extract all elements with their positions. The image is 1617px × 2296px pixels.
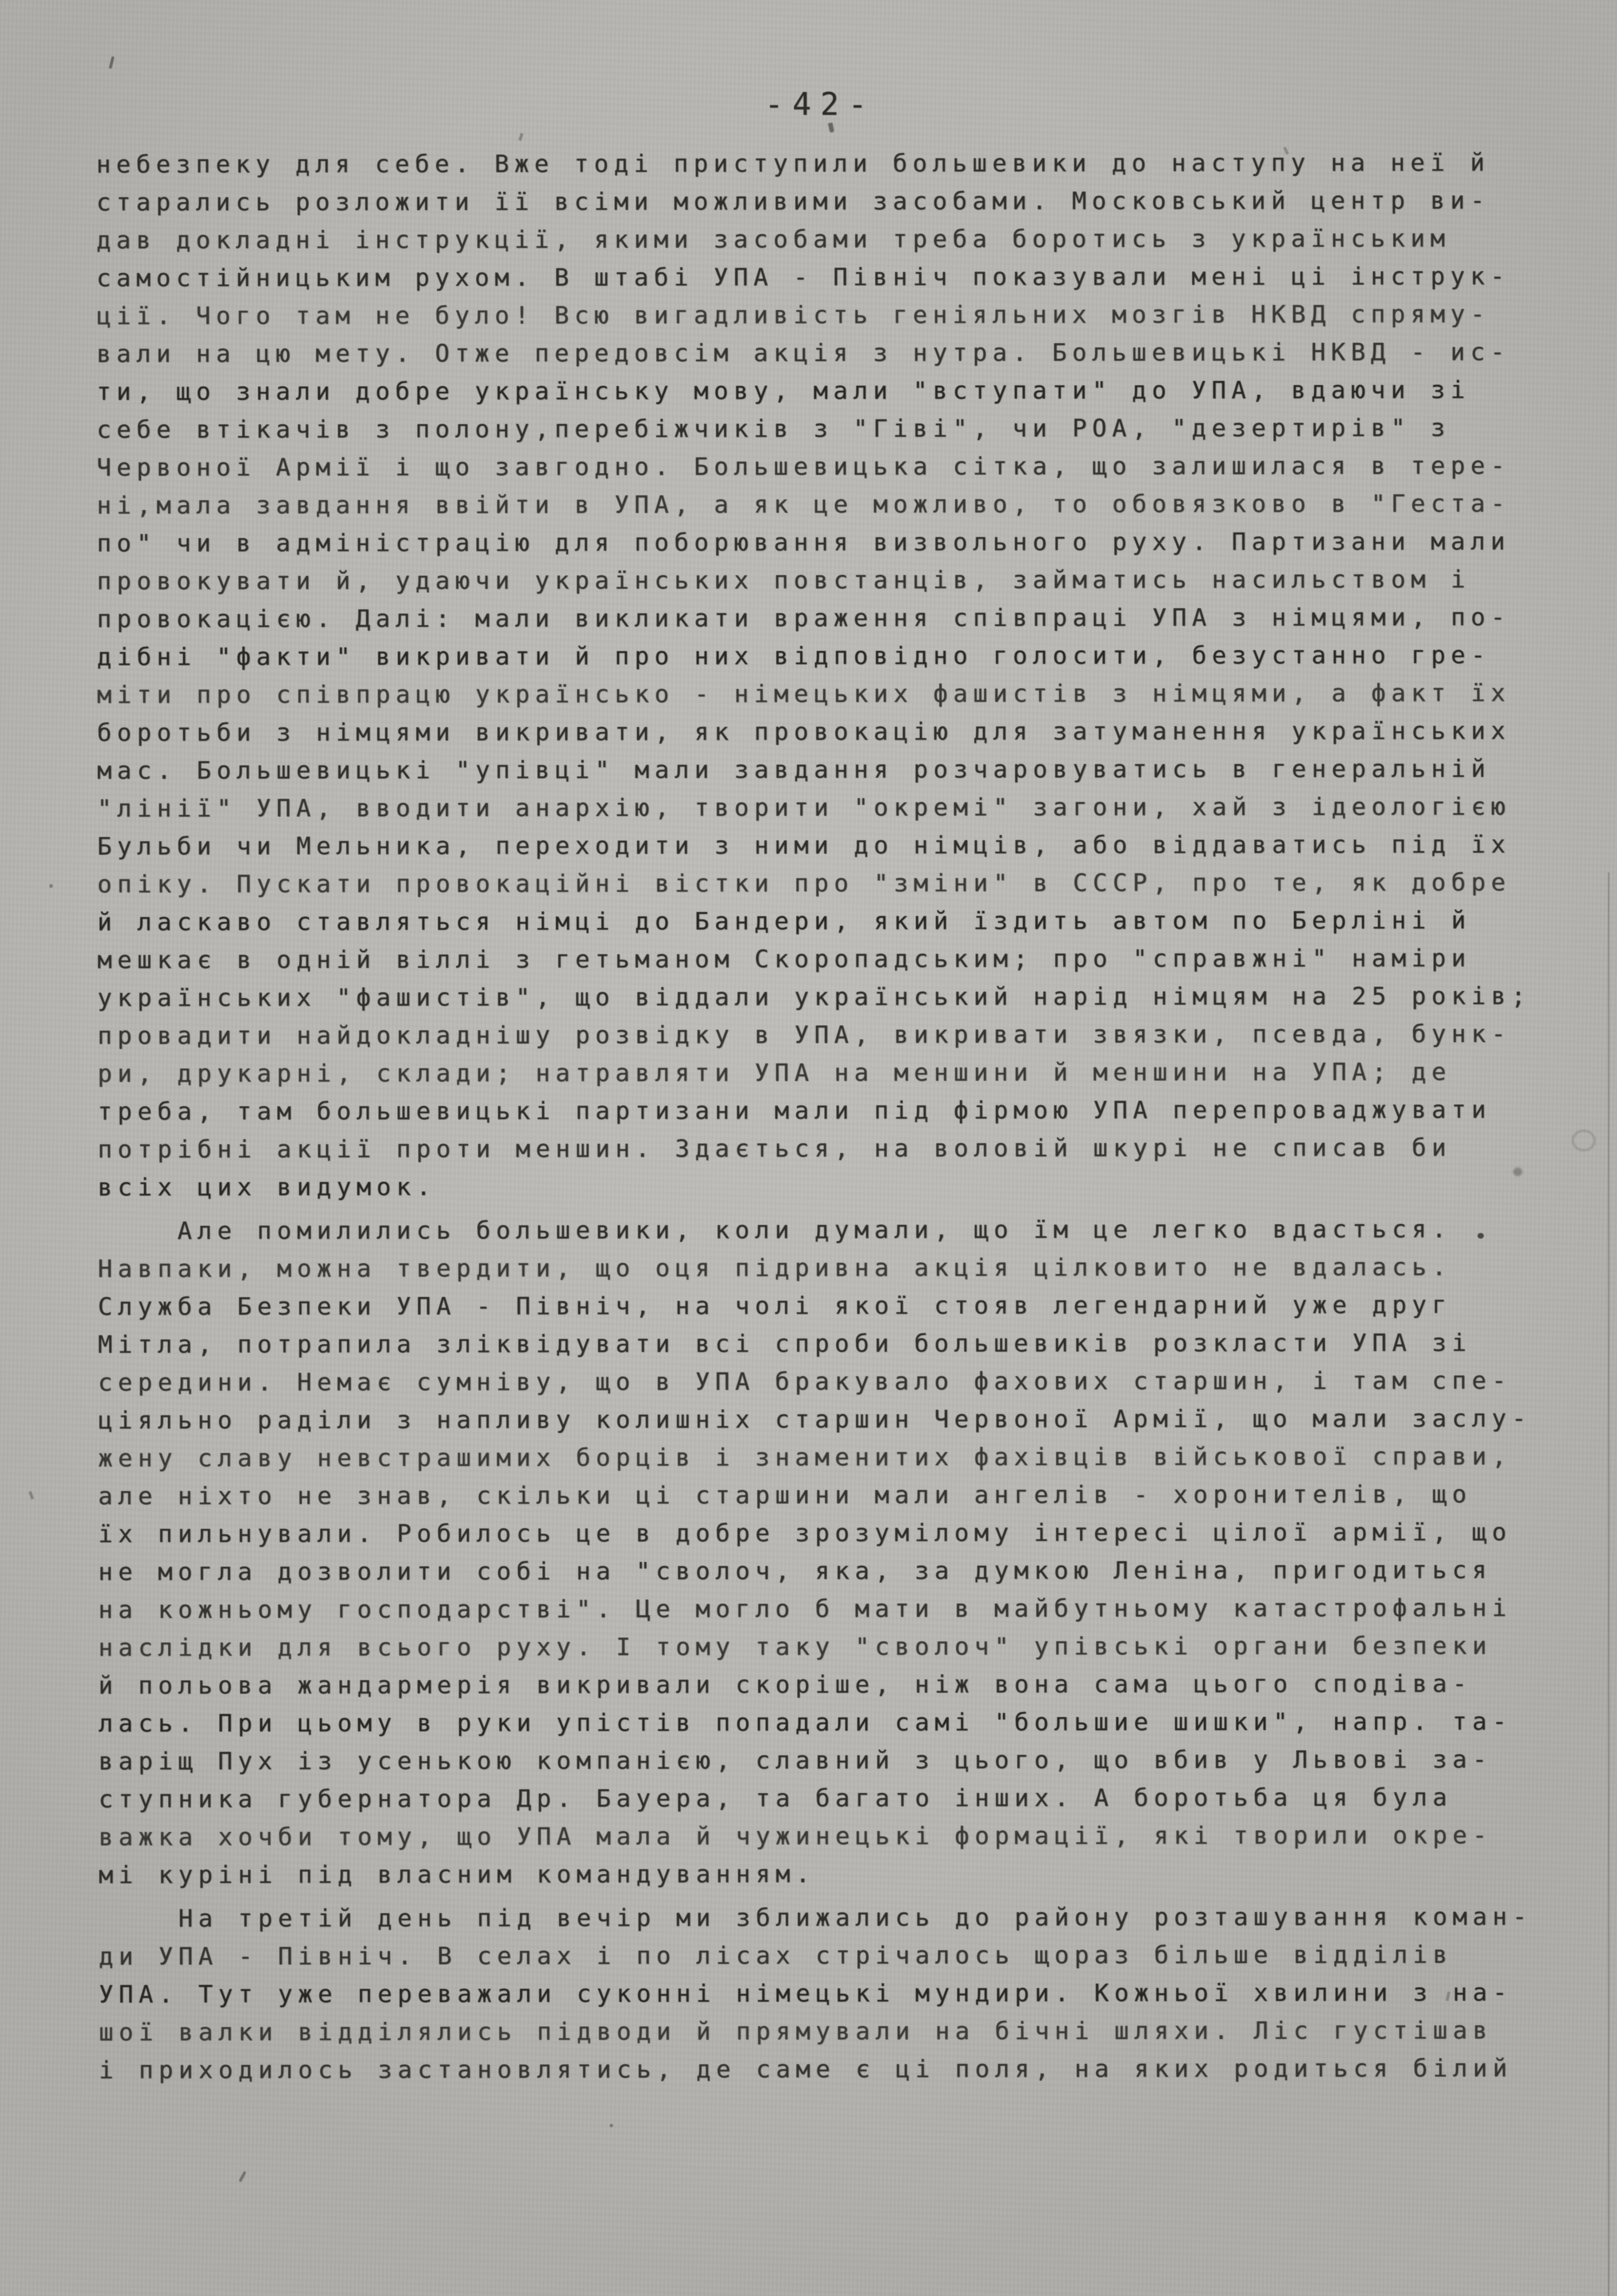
text-line: ри, друкарні, склади; натравляти УПА на меншини й меншини на УПА; де xyxy=(97,1057,1452,1088)
ink-speck xyxy=(108,56,114,69)
text-line: провокувати й, удаючи українських повстанців, займатись насильством і xyxy=(96,565,1471,595)
text-line: Мітла, потрапила зліквідувати всі спроби большевиків розкласти УПА зі xyxy=(98,1328,1472,1359)
text-line: і приходилось застановлятись, де саме є ці поля, на яких родиться білий xyxy=(99,2054,1513,2084)
text-line: старались розложити її всіми можливими засобами. Московський центр ви- xyxy=(96,186,1490,216)
text-line: Служба Безпеки УПА - Північ, на чолі якої стояв легендарний уже друг xyxy=(98,1290,1452,1321)
text-line: самостійницьким рухом. В штабі УПА - Північ показували мені ці інструк- xyxy=(96,262,1510,292)
text-line: мас. Большевицькі "упівці" мали завдання розчаровуватись в генеральній xyxy=(97,754,1491,785)
text-line: вали на цю мету. Отже передовсім акція з нутра. Большевицькі НКВД - ис- xyxy=(96,338,1510,368)
text-line: боротьби з німцями викривати, як провокацію для затуманення українських xyxy=(97,716,1511,747)
text-line: дав докладні інструкції, якими засобами треба боротись з українським xyxy=(96,224,1451,254)
text-line: мешкає в одній віллі з гетьманом Скоропадським; про "справжні" наміри xyxy=(97,944,1471,974)
ink-speck xyxy=(518,133,524,141)
text-line: варіщ Пух із усенькою компанією, славний з цього, що вбив у Львові за- xyxy=(98,1745,1492,1775)
text-line: на кожньому господарстві". Це могло б мати в майбутньому катастрофальні xyxy=(98,1593,1512,1624)
text-line: всіх цих видумок. xyxy=(98,1172,436,1201)
page-number: -42- xyxy=(765,86,877,122)
text-line: середини. Немає сумніву, що в УПА бракувало фахових старшин, і там спе- xyxy=(98,1366,1512,1397)
text-line: дібні "факти" викривати й про них відповідно голосити, безустанно гре- xyxy=(96,641,1491,671)
page-edge-line xyxy=(1608,872,1610,2296)
text-line: Бульби чи Мельника, переходити з ними до німців, або віддаватись під їх xyxy=(97,830,1511,860)
text-line: УПА. Тут уже переважали суконні німецькі мундири. Кожньої хвилини з на- xyxy=(99,1978,1513,2008)
text-line: Але помилились большевики, коли думали, що їм це легко вдасться. xyxy=(98,1215,1452,1245)
text-line: себе втікачів з полону,перебіжчиків з "Гіві", чи РОА, "дезертирів" з xyxy=(96,413,1451,444)
text-line: шої валки відділялись підводи й прямували на бічні шляхи. Ліс густішав xyxy=(99,2016,1493,2046)
text-line: опіку. Пускати провокаційні вістки про "зміни" в СССР, про те, як добре xyxy=(97,868,1511,898)
text-line: провадити найдокладнішу розвідку в УПА, викривати звязки, псевда, бунк- xyxy=(97,1019,1511,1050)
ink-speck xyxy=(828,122,834,133)
text-line: ції. Чого там не було! Всю вигадливість геніяльних мозгів НКВД спряму- xyxy=(96,300,1491,330)
text-line: ди УПА - Північ. В селах і по лісах стрічалось щораз більше відділів xyxy=(99,1940,1453,1971)
text-line: наслідки для всього руху. І тому таку "сволоч" упівські органи безпеки xyxy=(98,1631,1492,1662)
text-line: мі куріні під власним командуванням. xyxy=(98,1860,816,1889)
ink-speck xyxy=(49,884,53,888)
text-line: й польова жандармерія викривали скоріше, ніж вона сама цього сподіва- xyxy=(98,1669,1472,1700)
text-line: ступника губернатора Др. Бауера, та багато інших. А боротьба ця була xyxy=(98,1783,1453,1813)
text-line: міти про співпрацю українсько - німецьких фашистів з німцями, а факт їх xyxy=(96,678,1511,709)
ink-speck xyxy=(239,2171,247,2182)
text-line: "лінії" УПА, вводити анархію, творити "окремі" загони, хай з ідеологією xyxy=(97,792,1511,823)
text-line: На третій день під вечір ми зближались до району розташування коман- xyxy=(98,1902,1533,1933)
text-line: ні,мала завдання ввійти в УПА, а як це можливо, то обовязково в "Геста- xyxy=(96,489,1511,519)
text-line: жену славу невстрашимих борців і знаменитих фахівців військової справи, xyxy=(98,1442,1512,1472)
text-line: ціяльно раділи з напливу колишніх старшин Червоної Армії, що мали заслу- xyxy=(98,1404,1532,1434)
ink-speck xyxy=(29,1491,34,1500)
document-body-text xyxy=(96,144,1580,2089)
text-line: українських "фашистів", що віддали український нарід німцям на 25 років; xyxy=(97,982,1531,1012)
text-line: їх пильнували. Робилось це в добре зрозумілому інтересі цілої армії, що xyxy=(98,1518,1512,1548)
text-line: лась. При цьому в руки упістів попадали самі "большие шишки", напр. та- xyxy=(98,1707,1513,1737)
text-line: важка хочби тому, що УПА мала й чужинецькі формації, які творили окре- xyxy=(98,1821,1492,1851)
text-line: провокацією. Далі: мали викликати враження співпраці УПА з німцями, по- xyxy=(96,603,1511,633)
text-line: небезпеку для себе. Вже тоді приступили большевики до наступу на неї й xyxy=(96,148,1490,179)
ink-speck xyxy=(610,2124,613,2127)
text-line: й ласкаво ставляться німці до Бандери, який їздить автом по Берліні й xyxy=(97,906,1471,936)
text-line: Навпаки, можна твердити, що оця підривна акція цілковито не вдалась. xyxy=(98,1252,1452,1283)
text-line: не могла дозволити собі на "сволоч, яка, за думкою Леніна, пригодиться xyxy=(98,1556,1492,1586)
text-line: треба, там большевицькі партизани мали під фірмою УПА перепроваджувати xyxy=(97,1095,1492,1126)
text-line: але ніхто не знав, скільки ці старшини мали ангелів - хоронителів, що xyxy=(98,1480,1472,1510)
text-line: по" чи в адміністрацію для поборювання визвольного руху. Партизани мали xyxy=(96,527,1511,557)
text-line: ти, що знали добре українську мову, мали "вступати" до УПА, вдаючи зі xyxy=(96,375,1471,406)
text-line: потрібні акції проти меншин. Здається, на воловій шкурі не списав би xyxy=(98,1133,1452,1163)
text-line: Червоної Армії і що завгодно. Большевицька сітка, що залишилася в тере- xyxy=(96,451,1511,482)
